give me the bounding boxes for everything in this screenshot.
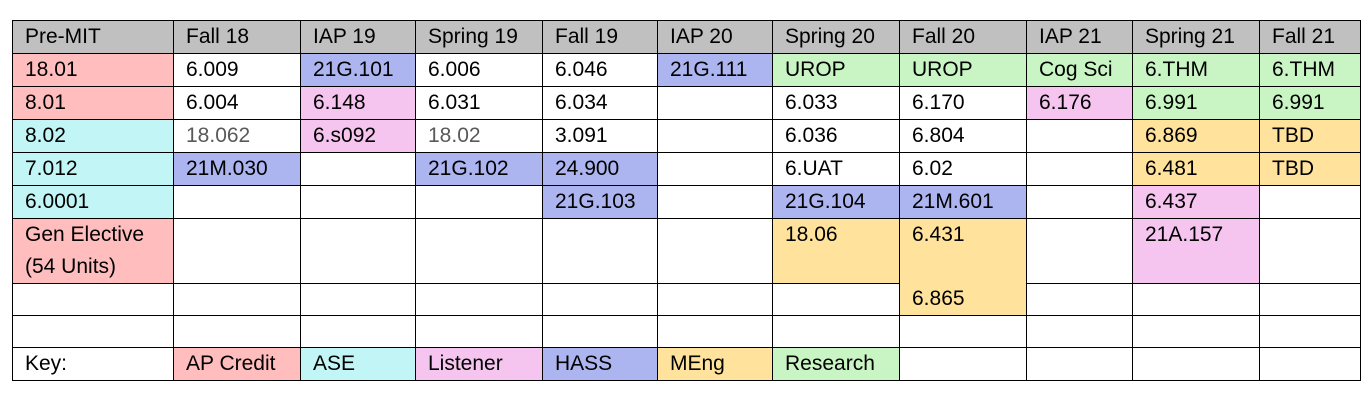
cell-line: 6.431 [912, 223, 965, 246]
table-cell [1027, 348, 1133, 381]
table-cell [773, 284, 900, 316]
table-cell: 8.02 [13, 120, 174, 153]
key-ap-credit: AP Credit [174, 348, 301, 381]
key-hass: HASS [543, 348, 658, 381]
key-row [13, 348, 1361, 381]
table-cell [1260, 186, 1361, 219]
table-cell [658, 87, 773, 120]
table-cell [900, 219, 1027, 316]
table-cell: 6.004 [174, 87, 301, 120]
table-cell: 6.804 [900, 120, 1027, 153]
key-research: Research [773, 348, 900, 381]
table-cell: TBD [1260, 153, 1361, 186]
table-cell: 6.437 [1133, 186, 1260, 219]
table-cell [174, 219, 301, 284]
table-cell: 6.869 [1133, 120, 1260, 153]
table-row [13, 54, 1361, 87]
header-iap-19: IAP 19 [301, 21, 416, 54]
table-cell: 6.009 [174, 54, 301, 87]
table-cell: UROP [900, 54, 1027, 87]
table-cell: 6.034 [543, 87, 658, 120]
table-row [13, 87, 1361, 120]
table-cell [543, 284, 658, 316]
table-cell [416, 219, 543, 284]
table-cell [658, 186, 773, 219]
table-cell [658, 153, 773, 186]
table-cell: Gen Elective (54 Units) [13, 219, 174, 284]
table-cell [1027, 153, 1133, 186]
table-cell [1027, 186, 1133, 219]
table-cell: 6.0001 [13, 186, 174, 219]
table-cell [416, 316, 543, 348]
table-cell: 21G.111 [658, 54, 773, 87]
table-cell [13, 316, 174, 348]
table-cell: 7.012 [13, 153, 174, 186]
table-cell: Cog Sci [1027, 54, 1133, 87]
table-cell: 6.991 [1133, 87, 1260, 120]
table-cell: 21G.103 [543, 186, 658, 219]
table-cell [416, 186, 543, 219]
table-cell [301, 284, 416, 316]
table-cell [301, 186, 416, 219]
table-cell: 6.148 [301, 87, 416, 120]
table-cell [13, 284, 174, 316]
table-cell: 21A.157 [1133, 219, 1260, 284]
table-cell [416, 284, 543, 316]
header-fall-19: Fall 19 [543, 21, 658, 54]
table-cell [658, 284, 773, 316]
table-cell: 21M.030 [174, 153, 301, 186]
table-cell [1027, 120, 1133, 153]
table-cell [301, 219, 416, 284]
table-cell [1260, 219, 1361, 284]
table-row [13, 316, 1361, 348]
table-cell: 18.06 [773, 219, 900, 284]
table-cell [1027, 316, 1133, 348]
table-cell [1133, 284, 1260, 316]
course-plan-table [12, 20, 1361, 381]
header-spring-20: Spring 20 [773, 21, 900, 54]
table-cell [1133, 348, 1260, 381]
table-cell: 6.02 [900, 153, 1027, 186]
table-cell [174, 316, 301, 348]
table-cell [1260, 316, 1361, 348]
table-cell [1260, 284, 1361, 316]
table-cell: 21G.104 [773, 186, 900, 219]
header-iap-20: IAP 20 [658, 21, 773, 54]
cell-line: 6.865 [912, 287, 965, 310]
table-cell [174, 284, 301, 316]
table-cell: 6.s092 [301, 120, 416, 153]
table-cell: 21G.101 [301, 54, 416, 87]
table-cell [658, 316, 773, 348]
table-cell: 6.170 [900, 87, 1027, 120]
table-cell: 8.01 [13, 87, 174, 120]
table-cell [1027, 219, 1133, 284]
key-meng: MEng [658, 348, 773, 381]
table-cell: 6.991 [1260, 87, 1361, 120]
table-cell: 6.033 [773, 87, 900, 120]
table-cell [658, 120, 773, 153]
header-iap-21: IAP 21 [1027, 21, 1133, 54]
table-cell: 24.900 [543, 153, 658, 186]
header-fall-21: Fall 21 [1260, 21, 1361, 54]
table-cell [1027, 284, 1133, 316]
table-cell: 21G.102 [416, 153, 543, 186]
header-fall-20: Fall 20 [900, 21, 1027, 54]
table-row [13, 186, 1361, 219]
header-spring-19: Spring 19 [416, 21, 543, 54]
table-cell: 18.062 [174, 120, 301, 153]
header-pre-mit: Pre-MIT [13, 21, 174, 54]
header-fall-18: Fall 18 [174, 21, 301, 54]
table-cell [900, 348, 1027, 381]
header-row [13, 21, 1361, 54]
key-label: Key: [13, 348, 174, 381]
table-row [13, 219, 1361, 284]
table-cell: 6.UAT [773, 153, 900, 186]
table-cell: 18.01 [13, 54, 174, 87]
table-cell [543, 219, 658, 284]
table-cell: 6.THM [1133, 54, 1260, 87]
table-cell [900, 316, 1027, 348]
table-row [13, 284, 1361, 316]
table-cell [543, 316, 658, 348]
table-cell: 3.091 [543, 120, 658, 153]
table-cell [174, 186, 301, 219]
table-cell: 6.481 [1133, 153, 1260, 186]
table-cell: 18.02 [416, 120, 543, 153]
table-cell: 6.006 [416, 54, 543, 87]
table-cell: 21M.601 [900, 186, 1027, 219]
table-cell [658, 219, 773, 284]
table-cell: TBD [1260, 120, 1361, 153]
table-cell: 6.176 [1027, 87, 1133, 120]
table-cell: 6.THM [1260, 54, 1361, 87]
table-row [13, 153, 1361, 186]
key-ase: ASE [301, 348, 416, 381]
table-cell: UROP [773, 54, 900, 87]
key-listener: Listener [416, 348, 543, 381]
table-cell [1133, 316, 1260, 348]
header-spring-21: Spring 21 [1133, 21, 1260, 54]
table-cell [301, 153, 416, 186]
table-cell [301, 316, 416, 348]
table-row [13, 120, 1361, 153]
table-cell [1260, 348, 1361, 381]
table-cell: 6.036 [773, 120, 900, 153]
table-cell: 6.046 [543, 54, 658, 87]
table-cell [773, 316, 900, 348]
table-cell: 6.031 [416, 87, 543, 120]
